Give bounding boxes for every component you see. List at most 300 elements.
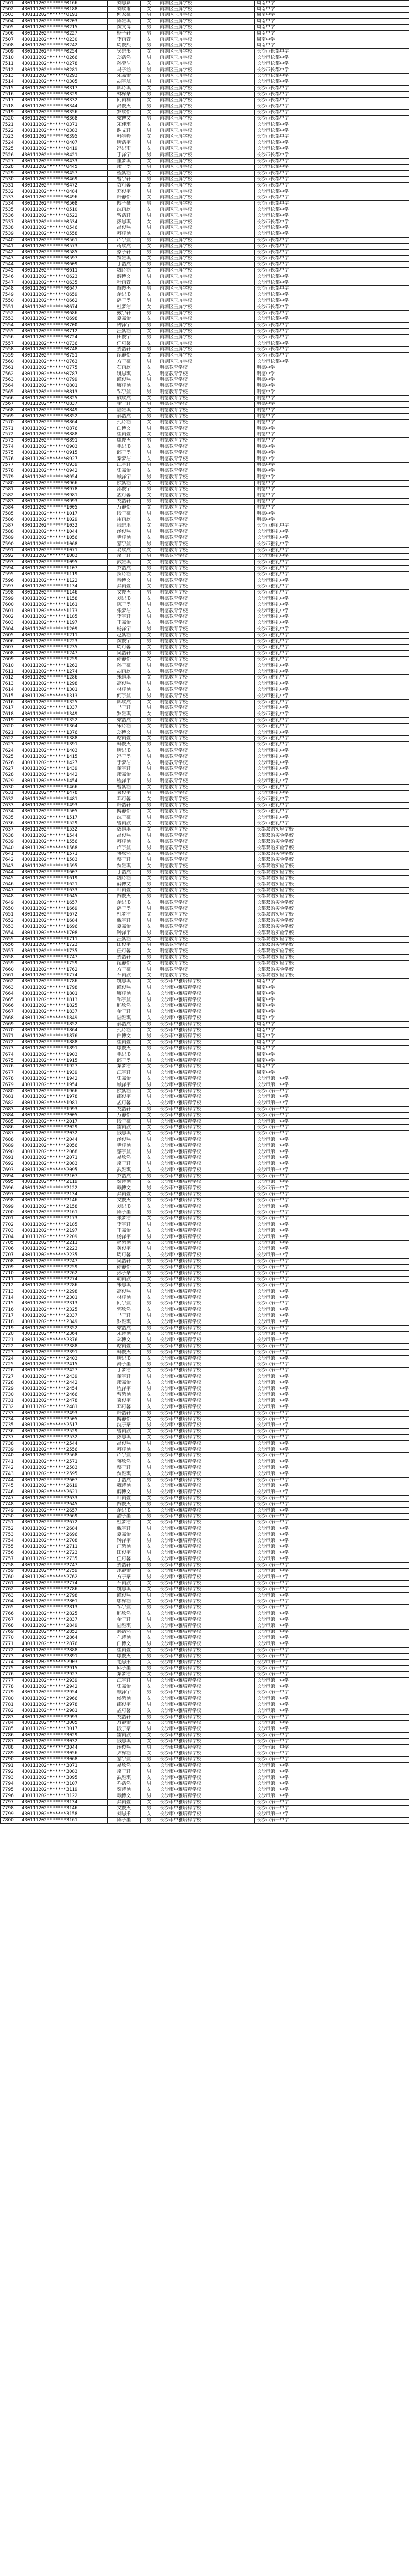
origin-school-cell: 雨湖区玉屏学校 [158, 298, 255, 304]
table-row [1, 1197, 409, 1204]
table-row [1, 1344, 409, 1350]
admitted-school-cell: 长沙市长郡中学 [255, 323, 409, 329]
admitted-school-cell: 长沙市雅礼中学 [255, 645, 409, 651]
id-number-cell: 430111202*******0407 [20, 140, 108, 146]
student-name-cell: 史嘉怡 [108, 1684, 141, 1690]
id-number-cell: 430111202*******1209 [20, 626, 108, 633]
origin-school-cell: 明德教育学校 [158, 784, 255, 790]
origin-school-cell: 雨湖区玉屏学校 [158, 164, 255, 171]
origin-school-cell: 明德教育学校 [158, 395, 255, 401]
student-name-cell: 刘思嘉 [108, 1, 141, 7]
origin-school-cell: 长沙市中雅培粹学校 [158, 1009, 255, 1015]
student-name-cell: 蔡子轩 [108, 249, 141, 256]
table-row [1, 249, 409, 256]
student-name-cell: 钟泽宇 [108, 323, 141, 329]
gender-cell: 女 [141, 912, 158, 918]
student-name-cell: 萧嘉怡 [108, 772, 141, 778]
gender-cell: 男 [141, 67, 158, 73]
row-number-cell: 7538 [1, 225, 20, 231]
admitted-school-cell: 长沙市第一中学 [255, 1496, 409, 1502]
admitted-school-cell: 长沙市雅礼中学 [255, 620, 409, 626]
table-row [1, 1562, 409, 1568]
table-row [1, 1550, 409, 1556]
origin-school-cell: 明德教育学校 [158, 620, 255, 626]
row-number-cell: 7636 [1, 821, 20, 827]
id-number-cell: 430111202*******0647 [20, 286, 108, 292]
row-number-cell: 7512 [1, 67, 20, 73]
origin-school-cell: 雨湖区玉屏学校 [158, 316, 255, 323]
origin-school-cell: 长沙市中雅培粹学校 [158, 1112, 255, 1118]
gender-cell: 男 [141, 1349, 158, 1355]
id-number-cell: 430111202*******1544 [20, 833, 108, 839]
row-number-cell: 7550 [1, 298, 20, 304]
student-name-cell: 顾泽宇 [108, 1690, 141, 1696]
origin-school-cell: 长沙市中雅培粹学校 [158, 1781, 255, 1787]
id-number-cell: 430111202*******0609 [20, 262, 108, 268]
id-number-cell: 430111202*******2723 [20, 1550, 108, 1556]
gender-cell: 男 [141, 116, 158, 122]
origin-school-cell: 长沙市中雅培粹学校 [158, 1410, 255, 1416]
gender-cell: 男 [141, 25, 158, 31]
admitted-school-cell: 长沙市雅礼中学 [255, 754, 409, 760]
gender-cell: 男 [141, 377, 158, 383]
gender-cell: 女 [141, 1429, 158, 1435]
admitted-school-cell: 明德中学 [255, 365, 409, 371]
id-number-cell: 430111202*******2684 [20, 1526, 108, 1532]
student-name-cell: 马子涵 [108, 67, 141, 73]
id-number-cell: 430111202*******0227 [20, 30, 108, 37]
student-name-cell: 顾泽宇 [108, 474, 141, 481]
gender-cell: 男 [141, 1009, 158, 1015]
row-number-cell: 7731 [1, 1398, 20, 1404]
student-name-cell: 郭诗琪 [108, 86, 141, 92]
row-number-cell: 7541 [1, 243, 20, 249]
row-number-cell: 7792 [1, 1769, 20, 1775]
table-row [1, 1592, 409, 1599]
row-number-cell: 7664 [1, 991, 20, 997]
admitted-school-cell: 长沙市第一中学 [255, 1599, 409, 1605]
table-row [1, 1581, 409, 1587]
student-name-cell: 邓可馨 [108, 1404, 141, 1411]
table-row [1, 669, 409, 675]
student-name-cell: 余思彤 [108, 1507, 141, 1514]
student-name-cell: 任可馨 [108, 948, 141, 955]
gender-cell: 女 [141, 699, 158, 705]
student-name-cell: 康俊杰 [108, 1653, 141, 1659]
gender-cell: 男 [141, 1033, 158, 1040]
gender-cell: 女 [141, 1125, 158, 1131]
id-number-cell: 430111202*******1993 [20, 1107, 108, 1113]
student-name-cell: 田俊宇 [108, 942, 141, 948]
id-number-cell: 430111202*******2032 [20, 1131, 108, 1137]
gender-cell: 男 [141, 845, 158, 851]
gender-cell: 女 [141, 1319, 158, 1325]
origin-school-cell: 长沙市中雅培粹学校 [158, 1775, 255, 1781]
table-row [1, 1805, 409, 1811]
gender-cell: 男 [141, 1374, 158, 1380]
row-number-cell: 7738 [1, 1440, 20, 1447]
row-number-cell: 7644 [1, 869, 20, 875]
row-number-cell: 7599 [1, 596, 20, 602]
gender-cell: 女 [141, 280, 158, 286]
origin-school-cell: 长沙市中雅培粹学校 [158, 1659, 255, 1666]
student-name-cell: 袁可馨 [108, 182, 141, 189]
gender-cell: 女 [141, 1684, 158, 1690]
id-number-cell: 430111202*******1017 [20, 511, 108, 517]
student-name-cell: 姜浩轩 [108, 347, 141, 353]
admitted-school-cell: 长沙市雅礼中学 [255, 790, 409, 796]
gender-cell: 男 [141, 12, 158, 19]
row-number-cell: 7562 [1, 371, 20, 377]
row-number-cell: 7501 [1, 1, 20, 7]
student-name-cell: 孙子豪 [108, 1270, 141, 1277]
table-row [1, 1185, 409, 1192]
table-row [1, 365, 409, 371]
row-number-cell: 7675 [1, 1058, 20, 1064]
student-name-cell: 段子豪 [108, 1118, 141, 1125]
gender-cell: 男 [141, 1301, 158, 1307]
table-row [1, 334, 409, 341]
id-number-cell: 430111202*******2966 [20, 1696, 108, 1702]
origin-school-cell: 长沙市中雅培粹学校 [158, 1301, 255, 1307]
origin-school-cell: 明德教育学校 [158, 444, 255, 450]
row-number-cell: 7659 [1, 960, 20, 967]
student-name-cell: 金子轩 [108, 1617, 141, 1623]
origin-school-cell: 长沙市中雅培粹学校 [158, 1581, 255, 1587]
student-name-cell: 傅静怡 [108, 1416, 141, 1422]
table-row [1, 584, 409, 590]
id-number-cell: 430111202*******0659 [20, 292, 108, 298]
origin-school-cell: 长沙市中雅培粹学校 [158, 1161, 255, 1167]
gender-cell: 女 [141, 341, 158, 347]
gender-cell: 女 [141, 784, 158, 790]
row-number-cell: 7794 [1, 1781, 20, 1787]
gender-cell: 男 [141, 1185, 158, 1192]
row-number-cell: 7761 [1, 1581, 20, 1587]
table-row [1, 857, 409, 863]
admitted-school-cell: 长沙市第一中学 [255, 1641, 409, 1648]
table-row [1, 1763, 409, 1769]
gender-cell: 女 [141, 863, 158, 870]
admitted-school-cell: 长沙市雅礼中学 [255, 584, 409, 590]
gender-cell: 男 [141, 553, 158, 560]
gender-cell: 女 [141, 146, 158, 152]
id-number-cell: 430111202*******1981 [20, 1100, 108, 1107]
admitted-school-cell: 长沙市雅礼中学 [255, 796, 409, 803]
admitted-school-cell: 长沙市长郡中学 [255, 189, 409, 195]
id-number-cell: 430111202*******1454 [20, 778, 108, 785]
origin-school-cell: 明德教育学校 [158, 571, 255, 578]
gender-cell: 女 [141, 517, 158, 523]
id-number-cell: 430111202*******1786 [20, 979, 108, 985]
origin-school-cell: 明德教育学校 [158, 973, 255, 979]
gender-cell: 女 [141, 1192, 158, 1198]
row-number-cell: 7509 [1, 49, 20, 55]
gender-cell: 女 [141, 571, 158, 578]
table-row [1, 1677, 409, 1684]
student-name-cell: 贺诗涵 [108, 1787, 141, 1793]
origin-school-cell: 雨湖区玉屏学校 [158, 171, 255, 177]
table-row [1, 19, 409, 25]
origin-school-cell: 长沙市中雅培粹学校 [158, 1155, 255, 1161]
row-number-cell: 7756 [1, 1550, 20, 1556]
id-number-cell: 430111202*******2158 [20, 1204, 108, 1210]
admitted-school-cell: 长沙市第一中学 [255, 1787, 409, 1793]
student-name-cell: 李宇轩 [108, 1222, 141, 1228]
origin-school-cell: 明德教育学校 [158, 948, 255, 955]
id-number-cell: 430111202*******1493 [20, 803, 108, 809]
student-name-cell: 罗雅琪 [108, 1319, 141, 1325]
student-name-cell: 郑博文 [108, 730, 141, 736]
gender-cell: 女 [141, 304, 158, 310]
admitted-school-cell: 长沙市雅礼中学 [255, 596, 409, 602]
admitted-school-cell: 长沙市第一中学 [255, 1197, 409, 1204]
table-row [1, 1161, 409, 1167]
row-number-cell: 7797 [1, 1799, 20, 1805]
id-number-cell: 430111202*******2313 [20, 1301, 108, 1307]
row-number-cell: 7717 [1, 1313, 20, 1319]
admitted-school-cell: 长沙市第一中学 [255, 1763, 409, 1769]
gender-cell: 女 [141, 1672, 158, 1678]
table-row [1, 268, 409, 274]
table-row [1, 1514, 409, 1520]
admitted-school-cell: 长沙市长郡中学 [255, 341, 409, 347]
admitted-school-cell: 长沙市长郡中学 [255, 97, 409, 104]
id-number-cell: 430111202*******1185 [20, 614, 108, 620]
gender-cell: 女 [141, 1167, 158, 1174]
id-number-cell: 430111202*******1571 [20, 851, 108, 857]
id-number-cell: 430111202*******2173 [20, 1216, 108, 1222]
student-name-cell: 姚思琪 [108, 979, 141, 985]
origin-school-cell: 长沙市中雅培粹学校 [158, 1131, 255, 1137]
table-row [1, 61, 409, 67]
student-name-cell: 姜浩轩 [108, 1562, 141, 1568]
id-number-cell: 430111202*******1146 [20, 590, 108, 596]
table-row [1, 152, 409, 158]
table-row [1, 1422, 409, 1429]
row-number-cell: 7724 [1, 1355, 20, 1362]
table-row [1, 1082, 409, 1088]
admitted-school-cell: 明德中学 [255, 419, 409, 426]
student-name-cell: 吕俊熙 [108, 225, 141, 231]
id-number-cell: 430111202*******2301 [20, 1295, 108, 1301]
origin-school-cell: 明德教育学校 [158, 882, 255, 888]
table-row [1, 1325, 409, 1331]
id-number-cell: 430111202*******2954 [20, 1690, 108, 1696]
gender-cell: 男 [141, 815, 158, 821]
origin-school-cell: 明德教育学校 [158, 584, 255, 590]
admitted-school-cell: 长沙市第一中学 [255, 1733, 409, 1739]
id-number-cell: 430111202*******0421 [20, 152, 108, 158]
id-number-cell: 430111202*******1029 [20, 517, 108, 523]
student-name-cell: 段子豪 [108, 1726, 141, 1733]
admitted-school-cell: 周南中学 [255, 1009, 409, 1015]
table-row [1, 1818, 409, 1824]
admitted-school-cell: 长沙市雅礼中学 [255, 723, 409, 730]
origin-school-cell: 明德教育学校 [158, 377, 255, 383]
table-row [1, 1337, 409, 1344]
origin-school-cell: 明德教育学校 [158, 651, 255, 657]
row-number-cell: 7506 [1, 30, 20, 37]
admitted-school-cell: 长沙市长郡中学 [255, 104, 409, 110]
row-number-cell: 7770 [1, 1635, 20, 1641]
student-name-cell: 邵俊宇 [108, 1094, 141, 1100]
origin-school-cell: 雨湖区玉屏学校 [158, 67, 255, 73]
gender-cell: 男 [141, 1592, 158, 1599]
gender-cell: 女 [141, 243, 158, 249]
row-number-cell: 7603 [1, 620, 20, 626]
gender-cell: 男 [141, 1094, 158, 1100]
row-number-cell: 7697 [1, 1192, 20, 1198]
admitted-school-cell: 长沙市第一中学 [255, 1386, 409, 1392]
id-number-cell: 430111202*******1876 [20, 1033, 108, 1040]
origin-school-cell: 长沙市中雅培粹学校 [158, 1246, 255, 1252]
student-name-cell: 高俊熙 [108, 681, 141, 687]
admitted-school-cell: 长沙市雅礼中学 [255, 626, 409, 633]
row-number-cell: 7776 [1, 1672, 20, 1678]
gender-cell: 男 [141, 401, 158, 408]
id-number-cell: 430111202*******1942 [20, 1076, 108, 1082]
table-row [1, 1094, 409, 1100]
student-name-cell: 乔浩然 [108, 566, 141, 572]
admitted-school-cell: 周南中学 [255, 6, 409, 12]
table-row [1, 140, 409, 146]
origin-school-cell: 长沙市中雅培粹学校 [158, 1647, 255, 1653]
gender-cell: 女 [141, 182, 158, 189]
admitted-school-cell: 长沙市长郡中学 [255, 67, 409, 73]
row-number-cell: 7749 [1, 1507, 20, 1514]
id-number-cell: 430111202*******2068 [20, 1149, 108, 1155]
row-number-cell: 7791 [1, 1763, 20, 1769]
student-name-cell: 吴浩轩 [108, 1258, 141, 1264]
student-name-cell: 郝浩然 [108, 414, 141, 420]
origin-school-cell: 雨湖区玉屏学校 [158, 86, 255, 92]
id-number-cell: 430111202*******2583 [20, 1465, 108, 1471]
id-number-cell: 430111202*******2119 [20, 1179, 108, 1185]
origin-school-cell: 长沙市中雅培粹学校 [158, 1143, 255, 1149]
admitted-school-cell: 明德中学 [255, 505, 409, 511]
table-row [1, 997, 409, 1003]
id-number-cell: 430111202*******1595 [20, 863, 108, 870]
gender-cell: 男 [141, 1410, 158, 1416]
student-name-cell: 贺诗涵 [108, 571, 141, 578]
table-row [1, 1380, 409, 1386]
admitted-school-cell: 周南中学 [255, 1046, 409, 1052]
id-number-cell: 430111202*******2607 [20, 1477, 108, 1483]
origin-school-cell: 明德教育学校 [158, 657, 255, 663]
gender-cell: 男 [141, 347, 158, 353]
origin-school-cell: 雨湖区玉屏学校 [158, 249, 255, 256]
table-row [1, 1331, 409, 1337]
table-row [1, 705, 409, 711]
origin-school-cell: 雨湖区玉屏学校 [158, 182, 255, 189]
id-number-cell: 430111202*******1161 [20, 602, 108, 608]
row-number-cell: 7569 [1, 414, 20, 420]
row-number-cell: 7589 [1, 535, 20, 541]
id-number-cell: 430111202*******1286 [20, 675, 108, 681]
gender-cell: 男 [141, 742, 158, 748]
id-number-cell: 430111202*******2005 [20, 1112, 108, 1118]
origin-school-cell: 长沙市中雅培粹学校 [158, 1003, 255, 1009]
student-name-cell: 杨泽宇 [108, 626, 141, 633]
table-row [1, 535, 409, 541]
origin-school-cell: 明德教育学校 [158, 432, 255, 438]
gender-cell: 男 [141, 1246, 158, 1252]
student-name-cell: 邱子墨 [108, 1058, 141, 1064]
table-row [1, 985, 409, 991]
admitted-school-cell: 长沙市长郡中学 [255, 91, 409, 97]
origin-school-cell: 长沙市中雅培粹学校 [158, 1204, 255, 1210]
id-number-cell: 430111202*******1005 [20, 505, 108, 511]
student-name-cell: 戴宇轩 [108, 1526, 141, 1532]
origin-school-cell: 明德教育学校 [158, 493, 255, 499]
id-number-cell: 430111202*******2888 [20, 1647, 108, 1653]
table-row [1, 991, 409, 997]
table-row [1, 681, 409, 687]
origin-school-cell: 明德教育学校 [158, 414, 255, 420]
gender-cell: 女 [141, 493, 158, 499]
id-number-cell: 430111202*******2595 [20, 1471, 108, 1477]
id-number-cell: 430111202*******0242 [20, 43, 108, 49]
admitted-school-cell: 长沙市长郡中学 [255, 195, 409, 201]
id-number-cell: 430111202*******2122 [20, 1185, 108, 1192]
table-row [1, 377, 409, 383]
row-number-cell: 7789 [1, 1751, 20, 1757]
id-number-cell: 430111202*******2645 [20, 1501, 108, 1507]
row-number-cell: 7663 [1, 985, 20, 991]
admitted-school-cell: 长沙市第一中学 [255, 1532, 409, 1538]
row-number-cell: 7600 [1, 602, 20, 608]
admitted-school-cell: 长沙市第一中学 [255, 1344, 409, 1350]
id-number-cell: 430111202*******1415 [20, 754, 108, 760]
id-number-cell: 430111202*******2762 [20, 1574, 108, 1581]
id-number-cell: 430111202*******2415 [20, 1362, 108, 1368]
row-number-cell: 7769 [1, 1629, 20, 1635]
gender-cell: 女 [141, 1799, 158, 1805]
admitted-school-cell: 长沙市雅礼中学 [255, 602, 409, 608]
row-number-cell: 7768 [1, 1623, 20, 1629]
table-row [1, 1252, 409, 1259]
admitted-school-cell: 长沙市第一中学 [255, 1769, 409, 1775]
origin-school-cell: 长沙市中雅培粹学校 [158, 1708, 255, 1714]
row-number-cell: 7552 [1, 310, 20, 316]
origin-school-cell: 雨湖区玉屏学校 [158, 55, 255, 61]
row-number-cell: 7602 [1, 614, 20, 620]
row-number-cell: 7734 [1, 1416, 20, 1422]
student-name-cell: 程紫涵 [108, 171, 141, 177]
student-name-cell: 田俊宇 [108, 334, 141, 341]
admitted-school-cell: 长沙市雅礼中学 [255, 748, 409, 754]
admitted-school-cell: 长沙市长郡中学 [255, 146, 409, 152]
admitted-school-cell: 长沙市长郡中学 [255, 182, 409, 189]
row-number-cell: 7685 [1, 1118, 20, 1125]
admitted-school-cell: 长郡双语实验学校 [255, 955, 409, 961]
id-number-cell: 430111202*******1915 [20, 1058, 108, 1064]
student-name-cell: 冯思雨 [108, 146, 141, 152]
id-number-cell: 430111202*******0942 [20, 468, 108, 474]
row-number-cell: 7752 [1, 1526, 20, 1532]
id-number-cell: 430111202*******3032 [20, 1738, 108, 1744]
table-row [1, 1459, 409, 1465]
admitted-school-cell: 长沙市雅礼中学 [255, 693, 409, 699]
table-row [1, 596, 409, 602]
row-number-cell: 7785 [1, 1726, 20, 1733]
origin-school-cell: 长沙市中雅培粹学校 [158, 1677, 255, 1684]
gender-cell: 男 [141, 1818, 158, 1824]
admitted-school-cell: 长沙市雅礼中学 [255, 718, 409, 724]
origin-school-cell: 长沙市中雅培粹学校 [158, 1331, 255, 1337]
row-number-cell: 7530 [1, 177, 20, 183]
